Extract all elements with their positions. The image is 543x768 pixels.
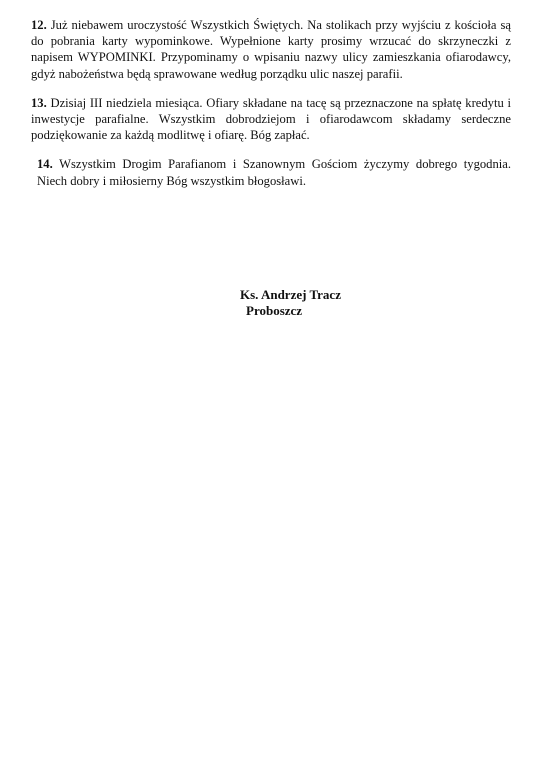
announcement-number: 13. (31, 95, 47, 110)
signature-block (240, 287, 341, 319)
announcement-number: 12. (31, 18, 47, 32)
signature-title: Proboszcz (246, 303, 303, 318)
announcement-text: Już niebawem uroczystość Wszystkich Świętych. Na stolikach przy wyjściu z kościoła są do pobrania karty wypominkowe. Wypełnione karty prosimy wrzucać do skrzyneczki z napisem WYPOMINKI. Przypominamy o wpisaniu nazwy ulicy zamieszkania ofiarodawcy, gdyż nabożeństwa będą sprawowane według porządku ulic naszej parafii. (31, 18, 511, 81)
announcement-text: Dzisiaj III niedziela miesiąca. Ofiary składane na tacę są przeznaczone na spłatę kredytu i inwestycje parafialne. Wszystkim dobrodziejom i ofiarodawcom składamy serdeczne podziękowanie za każdą modlitwę i ofiarę. Bóg zapłać. (31, 95, 511, 143)
announcement-number: 14. (37, 157, 53, 172)
announcement-item (31, 17, 511, 82)
announcement-text: Wszystkim Drogim Parafianom i Szanownym Gościom życzymy dobrego tygodnia. Niech dobry i miłosierny Bóg wszystkim błogosławi. (37, 157, 511, 188)
announcement-item (31, 156, 511, 188)
announcements-list (31, 17, 511, 189)
announcement-item (31, 95, 511, 144)
signature-name: Ks. Andrzej Tracz (240, 287, 341, 302)
